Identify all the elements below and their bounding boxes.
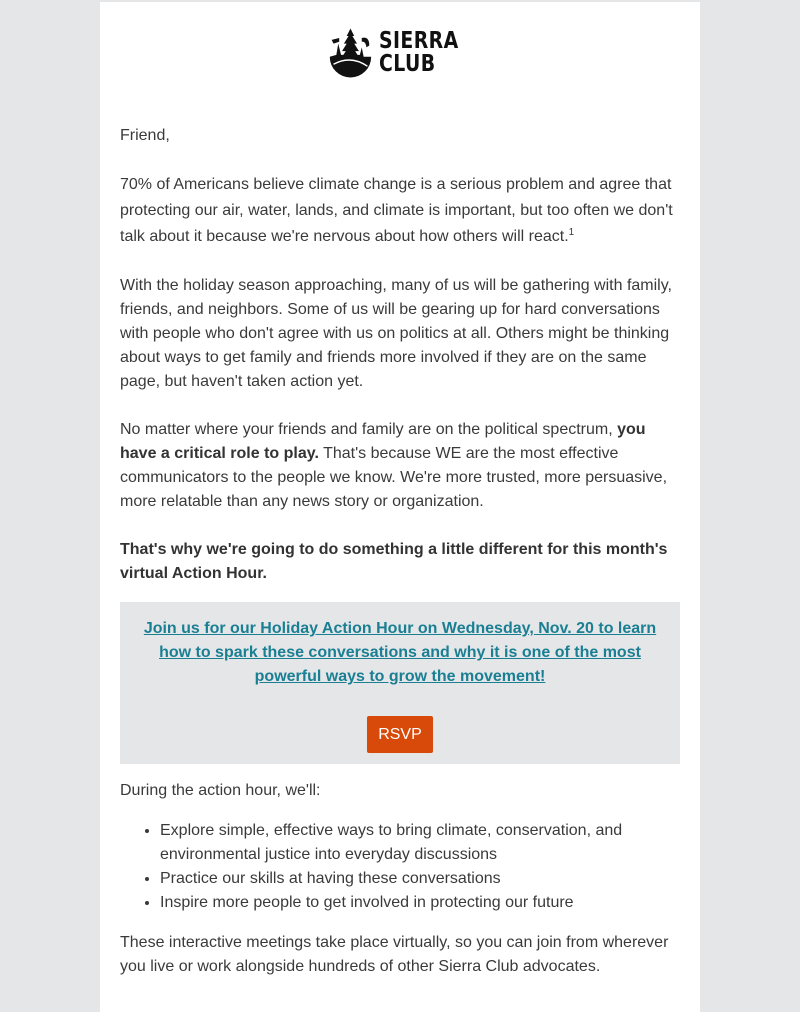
sequoia-tree-logo-icon: [326, 25, 375, 81]
paragraph-statistic: [120, 172, 680, 250]
role-text-start: No matter where your friends and family are on the political spectrum,: [120, 421, 618, 438]
agenda-item: • Explore simple, effective ways to bring climate, conservation, and environmental justice into everyday discussions: [160, 819, 680, 867]
rsvp-button[interactable]: RSVP: [367, 716, 433, 753]
agenda-intro: During the action hour, we'll:: [120, 782, 321, 799]
email-body: [100, 2, 700, 1012]
paragraph-holiday: With the holiday season approaching, many of us will be gathering with family, friends, and neighbors. Some of us will be gearing up for hard conversations with people who don't agree with us on politics at all. Others might be thinking about ways to get family and friends more involved if they are on the same page, but haven't taken action yet.: [120, 277, 672, 390]
statistic-text: 70% of Americans believe climate change is a serious problem and agree that protecting our air, water, lands, and climate is important, but too often we don't talk about it because we're nervous about how others will react.: [120, 176, 673, 245]
logo-line-sierra: SIERRA: [378, 28, 459, 54]
intro-content: [120, 124, 680, 610]
closing-paragraph: These interactive meetings take place virtually, so you can join from wherever you live or work alongside hundreds of other Sierra Club advocates.: [120, 934, 669, 975]
cta-box: [120, 602, 680, 764]
logo-line-club: CLUB: [378, 51, 436, 77]
role-text-bold: you have a critical role to play.: [120, 421, 646, 462]
agenda-item: • Practice our skills at having these conversations: [160, 867, 680, 891]
agenda-section: [120, 779, 680, 979]
action-hour-link[interactable]: Join us for our Holiday Action Hour on Wednesday, Nov. 20 to learn how to spark these conversations and why it is one of the most powerful ways to grow the movement!: [143, 620, 657, 685]
paragraph-role: [120, 418, 680, 514]
logo-wordmark: [379, 30, 459, 76]
paragraph-different: [120, 538, 680, 586]
greeting: Friend,: [120, 127, 170, 144]
role-text-end: That's because WE are the most effective communicators to the people we know. We're more trusted, more persuasive, more relatable than any news story or organization.: [120, 445, 668, 510]
different-text-bold: That's why we're going to do something a little different for this month's virtual Action Hour.: [120, 541, 668, 582]
footnote-marker[interactable]: 1: [568, 227, 575, 238]
sierra-club-logo[interactable]: [326, 22, 476, 84]
agenda-item: • Inspire more people to get involved in protecting our future: [160, 891, 680, 915]
agenda-list: [120, 819, 680, 915]
